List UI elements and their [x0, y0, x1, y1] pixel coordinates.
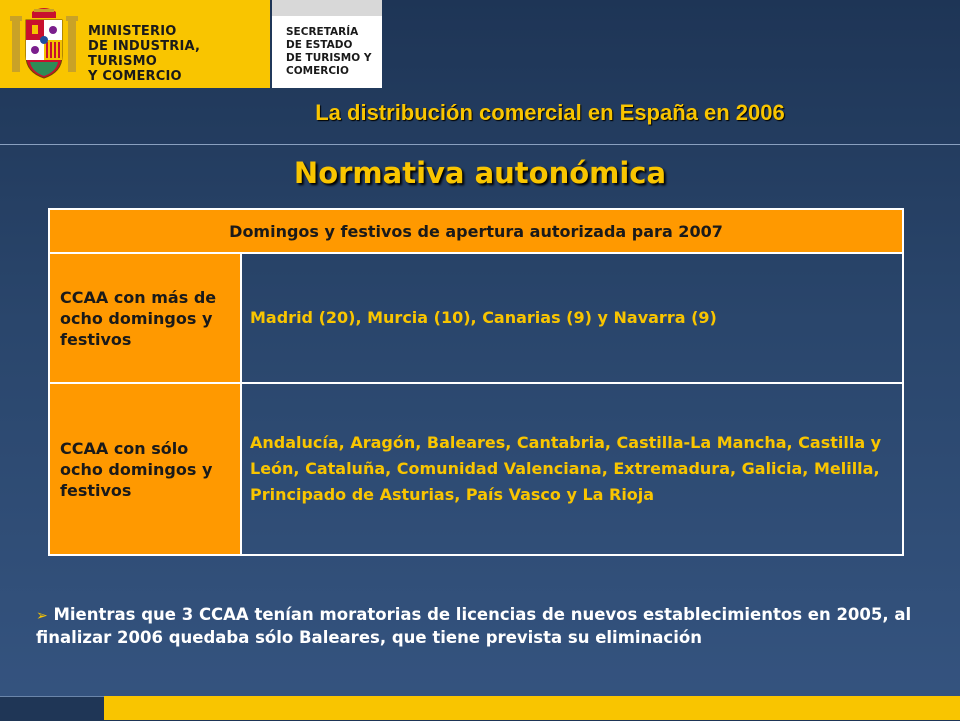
row-value: Madrid (20), Murcia (10), Canarias (9) y Navarra (9)	[241, 253, 903, 383]
ministry-name: MINISTERIO DE INDUSTRIA, TURISMO Y COMERCIO	[88, 24, 201, 84]
arrow-bullet-icon: ➢	[36, 608, 48, 624]
presentation-subtitle: La distribución comercial en España en 2006	[315, 100, 785, 125]
row-label: CCAA con sólo ocho domingos y festivos	[49, 383, 241, 555]
secretaria-name: SECRETARÍA DE ESTADO DE TURISMO Y COMERCIO	[286, 26, 372, 77]
header-banner	[0, 0, 960, 88]
moratoria-note	[36, 604, 956, 649]
footer-accent-bar	[104, 696, 960, 720]
row-value: Andalucía, Aragón, Baleares, Cantabria, Castilla-La Mancha, Castilla y León, Cataluña, Comunidad Valenciana, Extremadura, Galicia, Melilla, Principado de Asturias, País Vasco y La Rioja	[241, 383, 903, 555]
secretaria-logo-box	[272, 0, 382, 88]
table-header: Domingos y festivos de apertura autorizada para 2007	[49, 209, 903, 253]
note-text: Mientras que 3 CCAA tenían moratorias de licencias de nuevos establecimientos en 2005, al finalizar 2006 quedaba sólo Baleares, que tiene prevista su eliminación	[36, 605, 912, 647]
table-header-row	[49, 209, 903, 253]
row-label: CCAA con más de ocho domingos y festivos	[49, 253, 241, 383]
table-row	[49, 383, 903, 555]
table-row	[49, 253, 903, 383]
slide-title: Normativa autonómica	[293, 156, 667, 190]
footer-left-block	[0, 696, 104, 721]
opening-days-table	[48, 208, 904, 556]
coat-of-arms-icon	[10, 6, 78, 82]
secretaria-bar	[272, 0, 382, 16]
ministry-logo-box	[0, 0, 270, 88]
